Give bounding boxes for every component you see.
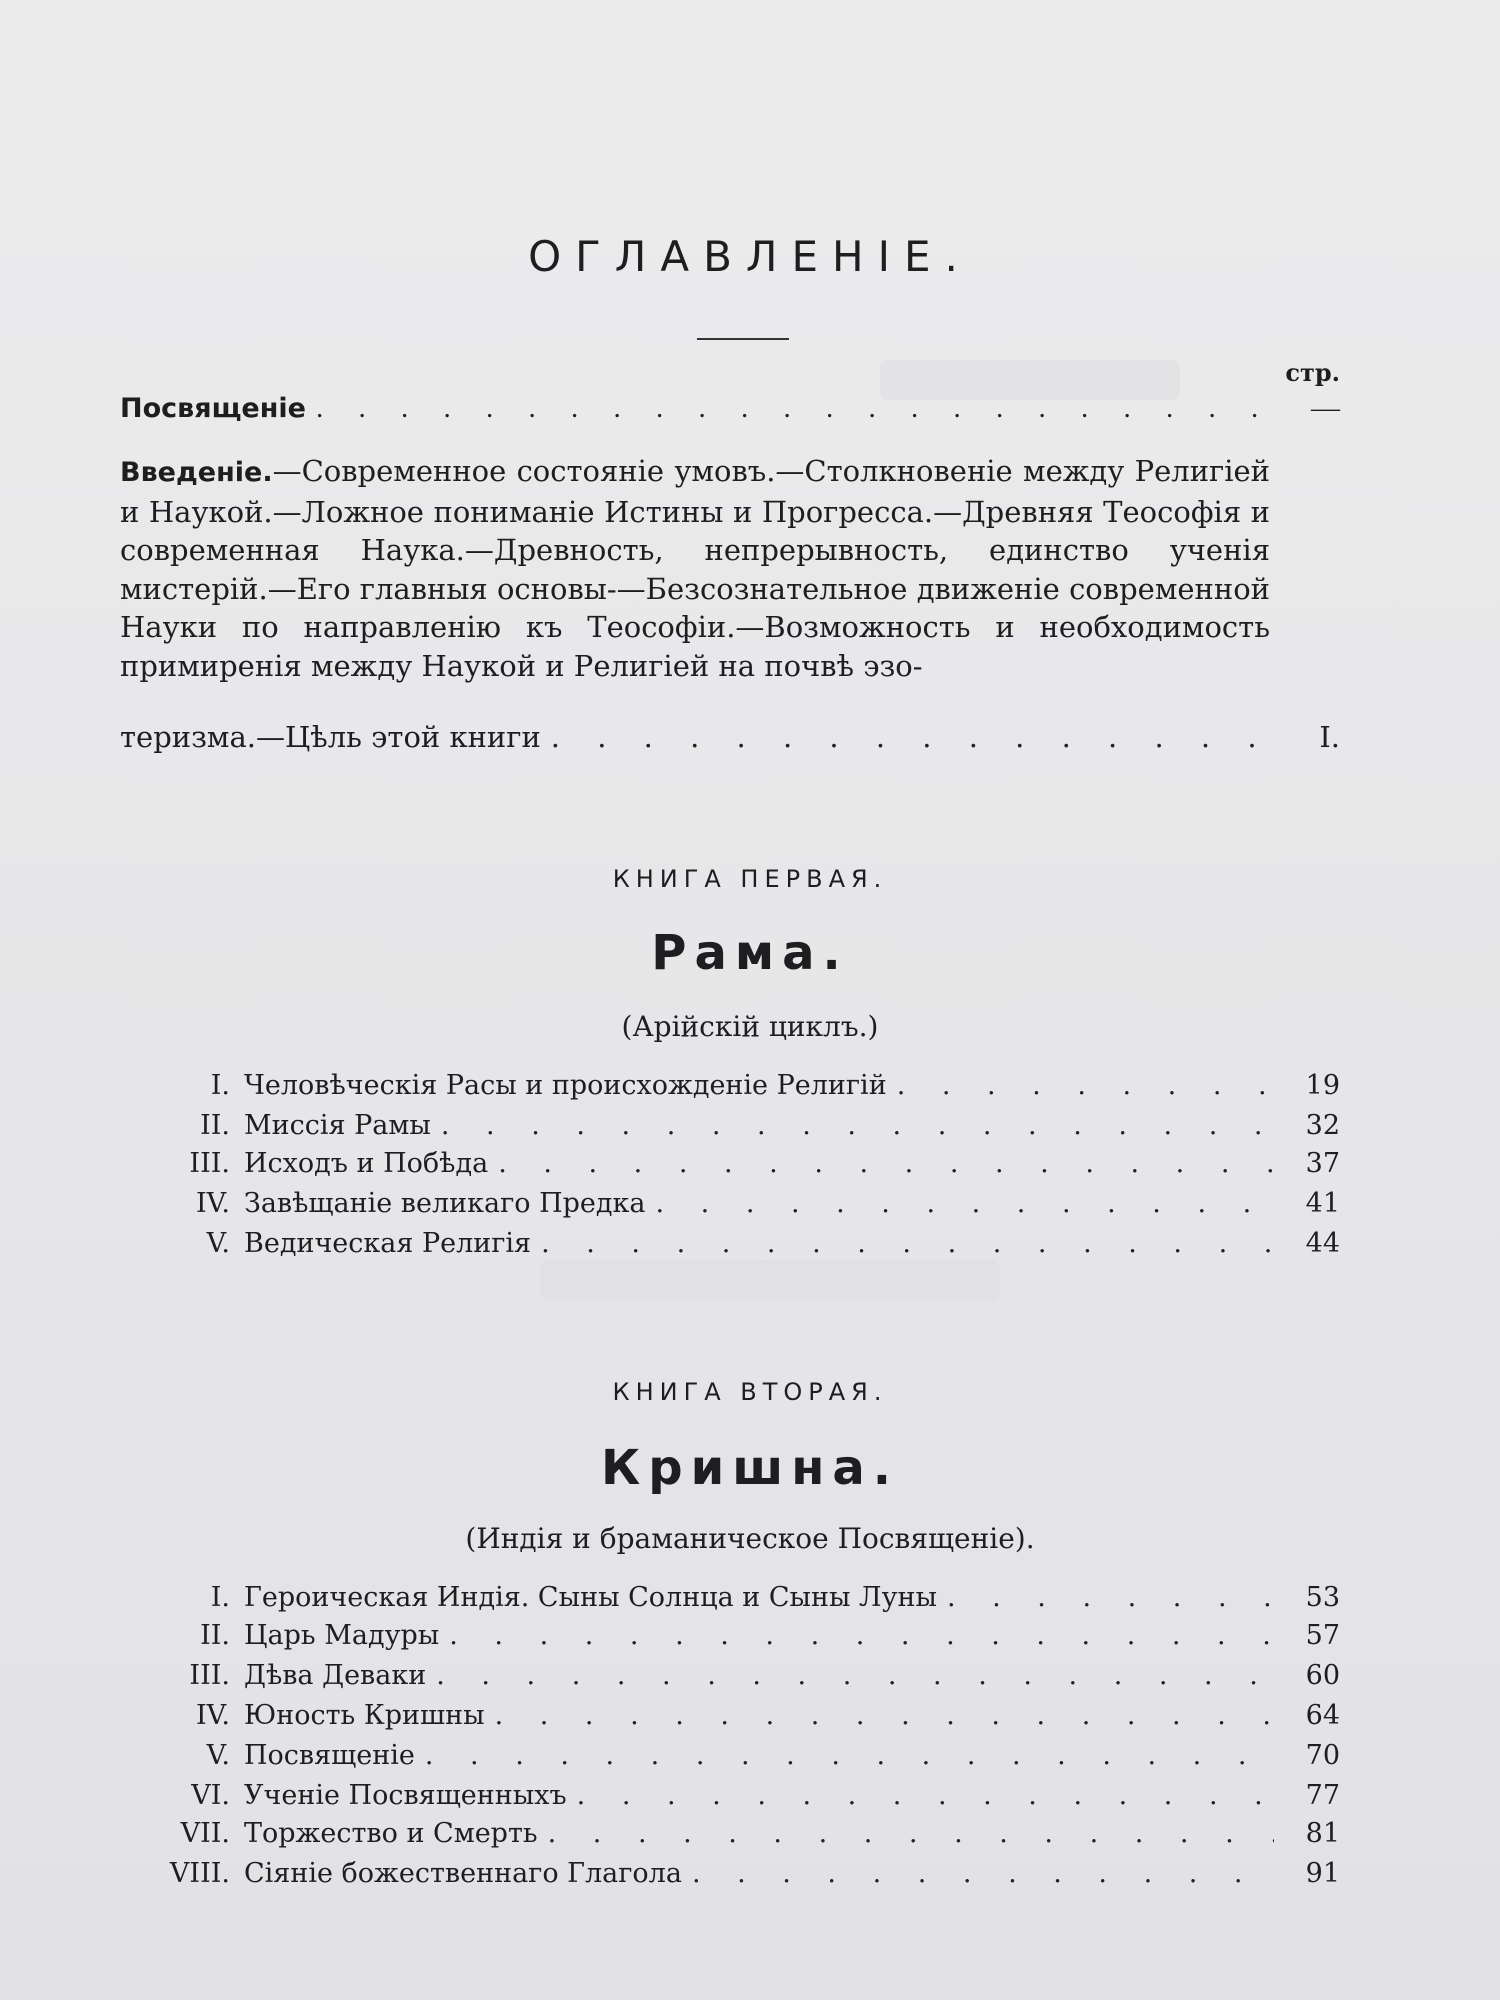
chapter-entry[interactable] bbox=[140, 1740, 1340, 1771]
chapter-entry[interactable] bbox=[140, 1110, 1340, 1141]
chapter-entry[interactable] bbox=[140, 1660, 1340, 1691]
chapter-number: III. bbox=[189, 1660, 230, 1691]
page-title: ОГЛАВЛЕНIЕ. bbox=[528, 232, 972, 281]
chapter-title: Дѣва Деваки bbox=[244, 1660, 427, 1691]
page-number: I. bbox=[1319, 720, 1340, 754]
leader-dots bbox=[498, 1148, 1274, 1179]
chapter-entry[interactable] bbox=[140, 1582, 1340, 1613]
chapter-number: III. bbox=[189, 1148, 230, 1179]
chapter-title: Человѣческія Расы и происхожденіе Религій bbox=[244, 1070, 887, 1101]
chapter-number: V. bbox=[206, 1740, 230, 1771]
chapter-number: V. bbox=[206, 1228, 230, 1259]
chapter-number: VI. bbox=[191, 1780, 230, 1811]
chapter-title: Юность Кришны bbox=[244, 1700, 485, 1731]
page-number: 32 bbox=[1305, 1110, 1340, 1141]
chapter-title: Торжество и Смерть bbox=[244, 1818, 538, 1849]
page-number: 81 bbox=[1305, 1818, 1340, 1849]
leader-dots bbox=[425, 1740, 1274, 1771]
chapter-entry[interactable] bbox=[140, 1228, 1340, 1259]
chapter-title: Героическая Индія. Сыны Солнца и Сыны Луны bbox=[244, 1582, 937, 1613]
page-number: 91 bbox=[1305, 1858, 1340, 1889]
book-label: КНИГА ПЕРВАЯ. bbox=[612, 865, 888, 893]
chapter-title: Посвященіе bbox=[244, 1740, 415, 1771]
leader-dots bbox=[541, 1228, 1274, 1259]
title-rule bbox=[697, 338, 789, 340]
toc-entry-introduction[interactable] bbox=[120, 452, 1270, 685]
chapter-entry[interactable] bbox=[140, 1858, 1340, 1889]
page-column-label: стр. bbox=[1285, 358, 1340, 387]
page-number: 53 bbox=[1305, 1582, 1340, 1613]
chapter-number: VII. bbox=[180, 1818, 230, 1849]
book-title: Рама. bbox=[651, 925, 849, 981]
chapter-number: I. bbox=[210, 1070, 230, 1101]
chapter-entry[interactable] bbox=[140, 1070, 1340, 1101]
chapter-title: Исходъ и Побѣда bbox=[244, 1148, 489, 1179]
chapter-number: VIII. bbox=[169, 1858, 230, 1889]
chapter-entry[interactable] bbox=[140, 1148, 1340, 1179]
leader-dots bbox=[577, 1780, 1274, 1811]
leader-dots bbox=[441, 1110, 1274, 1141]
page-number: 60 bbox=[1305, 1660, 1340, 1691]
page-number: 37 bbox=[1305, 1148, 1340, 1179]
leader-dots bbox=[548, 1818, 1274, 1849]
chapter-number: IV. bbox=[195, 1700, 230, 1731]
chapter-title: Царь Мадуры bbox=[244, 1620, 440, 1651]
leader-dots bbox=[551, 720, 1274, 754]
leader-dots bbox=[436, 1660, 1274, 1691]
entry-label: Посвященіе bbox=[120, 393, 306, 424]
entry-description-end: теризма.—Цѣль этой книги bbox=[120, 720, 541, 754]
entry-description: —Современное состояніе умовъ.—Столкновеніе между Религіей и Наукой.—Ложное пониманіе Истины и Прогресса.—Древняя Теософія и современная Наука.—Древность, непрерывность, единство ученія мистерій.—Его главныя основы-—Безсознательное движеніе современной Науки по направленію къ Теософіи.—Возможность и необходимость примиренія между Наукой и Религіей на почвѣ эзо- bbox=[120, 454, 1270, 683]
book-subtitle: (Индія и браманическое Посвященіе). bbox=[465, 1522, 1035, 1555]
chapter-entry[interactable] bbox=[140, 1700, 1340, 1731]
page-number: 77 bbox=[1305, 1780, 1340, 1811]
chapter-title: Ученіе Посвященныхъ bbox=[244, 1780, 567, 1811]
page-number: 19 bbox=[1305, 1070, 1340, 1101]
bleed-through-shadow bbox=[540, 1260, 1000, 1300]
chapter-number: I. bbox=[210, 1582, 230, 1613]
leader-dots bbox=[316, 392, 1274, 425]
leader-dots bbox=[655, 1188, 1274, 1219]
page-number: 64 bbox=[1305, 1700, 1340, 1731]
entry-label: Введеніе. bbox=[120, 457, 273, 488]
leader-dots bbox=[495, 1700, 1274, 1731]
chapter-entry[interactable] bbox=[140, 1620, 1340, 1651]
chapter-title: Миссія Рамы bbox=[244, 1110, 431, 1141]
chapter-number: II. bbox=[200, 1620, 230, 1651]
page-number: 44 bbox=[1305, 1228, 1340, 1259]
chapter-title: Завѣщаніе великаго Предка bbox=[244, 1188, 646, 1219]
book-title: Кришна. bbox=[601, 1440, 899, 1496]
chapter-entry[interactable] bbox=[140, 1818, 1340, 1849]
toc-entry-dedication[interactable] bbox=[120, 392, 1340, 425]
toc-entry-introduction-end bbox=[120, 720, 1340, 754]
page-number: — bbox=[1311, 392, 1340, 424]
chapter-number: II. bbox=[200, 1110, 230, 1141]
page-number: 70 bbox=[1305, 1740, 1340, 1771]
leader-dots bbox=[692, 1858, 1274, 1889]
chapter-title: Сіяніе божественнаго Глагола bbox=[244, 1858, 682, 1889]
chapter-entry[interactable] bbox=[140, 1780, 1340, 1811]
leader-dots bbox=[897, 1070, 1274, 1101]
leader-dots bbox=[947, 1582, 1274, 1613]
chapter-title: Ведическая Религія bbox=[244, 1228, 532, 1259]
chapter-number: IV. bbox=[195, 1188, 230, 1219]
book-subtitle: (Арійскій циклъ.) bbox=[621, 1010, 879, 1043]
page-number: 57 bbox=[1305, 1620, 1340, 1651]
chapter-entry[interactable] bbox=[140, 1188, 1340, 1219]
book-label: КНИГА ВТОРАЯ. bbox=[612, 1378, 888, 1406]
page-number: 41 bbox=[1305, 1188, 1340, 1219]
leader-dots bbox=[449, 1620, 1274, 1651]
